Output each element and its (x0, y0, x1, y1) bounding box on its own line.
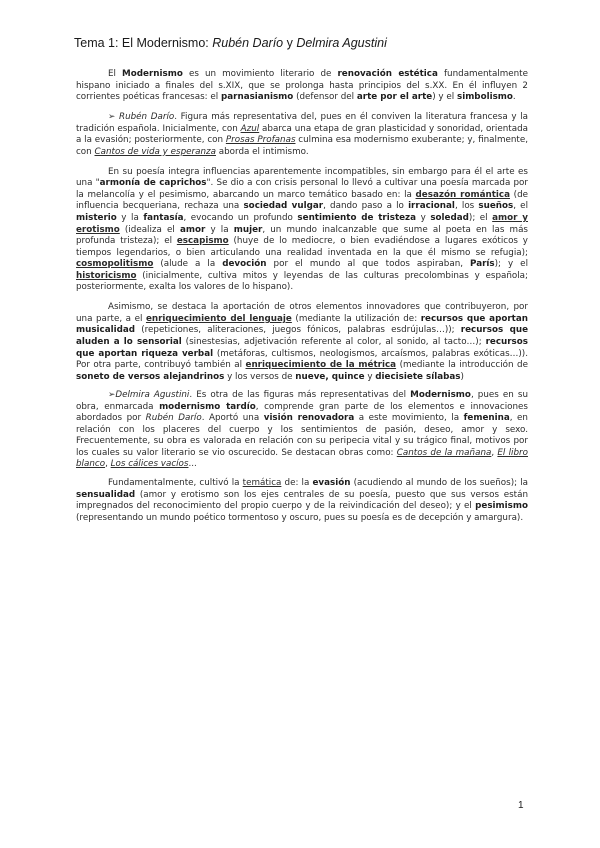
paragraph-poetry-themes: En su poesía integra influencias aparentemente incompatibles, sin embargo para él el arte es una "armonía de caprichos". Se dio a con crisis personal lo llevó a cultivar una poesía marcada por la melancolía y el pesimismo, abarcando un marco temático basado en: la desazón romántica (de influencia becqueriana, rechaza una sociedad vulgar, dando paso a lo irracional, los sueños, el misterio y la fantasía, evocando un profundo sentimiento de tristeza y soledad); el amor y erotismo (idealiza el amor y la mujer, un mundo inalcanzable que sume al poeta en las más profunda tristeza); el escapismo (huye de lo mediocre, o bien evadiéndose a lugares exóticos y tiempos legendarios, o bien articulando una realidad inventada en la que él mismo se refugia); cosmopolitismo (alude a la devoción por el mundo al que todos aspiraban, París); y el historicismo (inicialmente, cultiva mitos y leyendas de las culturas precolombinas y española; posteriormente, exalta los valores de lo hispano). (76, 166, 529, 293)
paragraph-agustini-themes: Fundamentalmente, cultivó la temática de: la evasión (acudiendo al mundo de los sueños); la sensualidad (amor y erotismo son los ejes centrales de su poesía, puesto que sus versos están impregnados del reconocimiento del propio cuerpo y de la reivindicación del deseo); y el pesimismo (representando un mundo poético tormentoso y oscuro, pues su poesía es de decepción y amargura). (76, 478, 528, 523)
paragraph-ruben-dario: ➢ Rubén Darío. Figura más representativa del, pues en él conviven la literatura francesa y la tradición española. Inicialmente, con Azul abarca una etapa de gran plasticidad y sonoridad, orientada a la evasión; posteriormente, con Prosas Profanas culmina esa modernismo exuberante; y, finalmente, con Cantos de vida y esperanza aborda el intimismo. (76, 112, 529, 157)
page-title: Tema 1: El Modernismo: Rubén Darío y Delmira Agustini (74, 36, 387, 50)
arrow-bullet-icon: ➢ (108, 390, 116, 401)
paragraph-innovations: Asimismo, se destaca la aportación de otros elementos innovadores que contribuyeron, por una parte, a el enriquecimiento del lenguaje (mediante la utilización de: recursos que aportan musicalidad (repeticiones, aliteraciones, juegos fónicos, palabras esdrújulas…)); recursos que aluden a lo sensorial (sinestesias, adjetivación referente al color, al sonido, al tacto…); recursos que aportan riqueza verbal (metáforas, cultismos, neologismos, arcaísmos, palabras exóticas…)). Por otra parte, contribuyó también al enriquecimiento de la métrica (mediante la introducción de soneto de versos alejandrinos y los versos de nueve, quince y diecisiete sílabas) (76, 302, 528, 382)
paragraph-delmira-agustini: ➢Delmira Agustini. Es otra de las figuras más representativas del Modernismo, pues en su obra, enmarcada modernismo tardío, comprende gran parte de los elementos e innovaciones abordados por Rubén Darío. Aportó una visión renovadora a este movimiento, la femenina, en relación con los placeres del cuerpo y los sentimientos de pasión, deseo, amor y sexo. Frecuentemente, su obra es valorada en relación con su peripecia vital y su trágico final, motivos por los cuales su valor literario se vio oscurecido. Se destacan obras como: Cantos de la mañana, El libro blanco, Los cálices vacíos... (76, 390, 528, 470)
page-number: 1 (518, 800, 524, 811)
arrow-bullet-icon: ➢ (108, 112, 119, 123)
document-body (76, 69, 528, 533)
paragraph-intro: El Modernismo es un movimiento literario de renovación estética fundamentalmente hispano iniciado a finales del s.XIX, que se prolonga hasta principios del s.XX. En él influyen 2 corrientes poéticas francesas: el parnasianismo (defensor del arte por el arte) y el simbolismo. (76, 69, 528, 103)
